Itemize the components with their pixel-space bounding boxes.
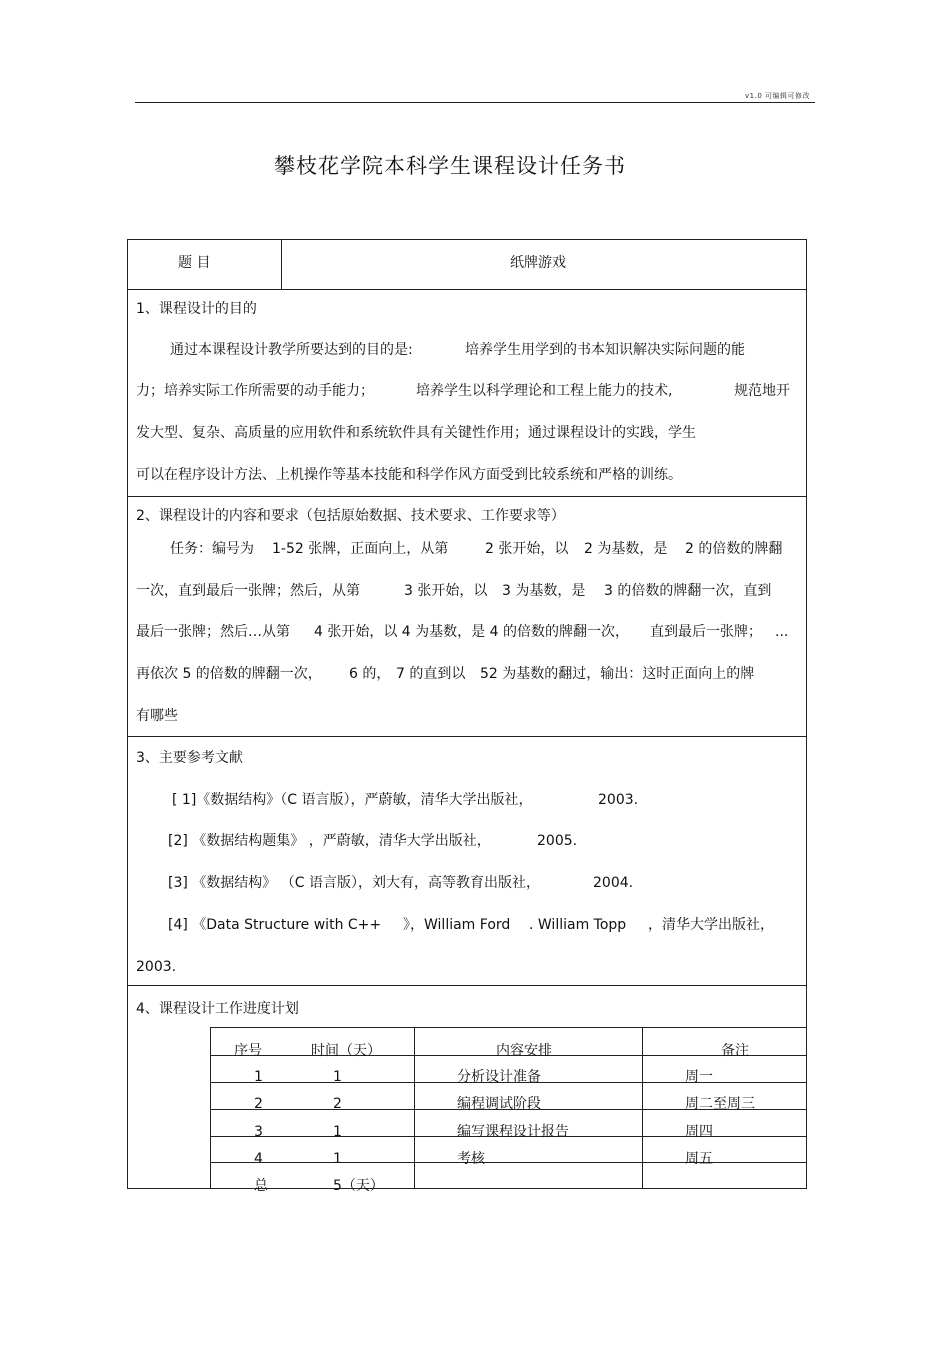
schedule-cell: 编写课程设计报告 [457,1124,569,1140]
reference-1: [ 1]《数据结构》（C 语言版），严蔚敏，清华大学出版社， [172,792,533,808]
header-version: v1.0 可编辑可修改 [745,92,810,100]
sec1-text: 培养学生用学到的书本知识解决实际问题的能 [465,342,745,358]
header-rule [135,102,815,103]
schedule-cell: 考核 [457,1151,485,1167]
row-divider [128,736,806,737]
schedule-rule [210,1027,807,1028]
schedule-cell: 分析设计准备 [457,1069,541,1085]
sec1-text: 培养学生以科学理论和工程上能力的技术, [416,383,673,399]
reference-4-continued: 2003. [136,959,177,975]
schedule-header-cell: 序号 [234,1043,262,1059]
sec2-text: 再依次 5 的倍数的牌翻一次， [136,666,322,682]
sec2-text: 直到最后一张牌； [650,624,762,640]
schedule-cell: 1 [333,1069,342,1085]
schedule-cell: 周五 [685,1151,713,1167]
task-table [127,239,807,1189]
reference-3: [3] 《数据结构》 （C 语言版），刘大有，高等教育出版社， [168,875,540,891]
sec2-text: 52 为基数的翻过，输出：这时正面向上的牌 [480,666,755,682]
topic-label: 题 目 [178,255,211,271]
reference-2: [2] 《数据结构题集》 ，严蔚敏，清华大学出版社， [168,833,491,849]
reference-4-part: . William Topp [529,917,627,933]
schedule-cell: 4 [254,1151,263,1167]
sec1-text: 通过本课程设计教学所要达到的目的是: [170,342,413,358]
reference-4-part: 》，William Ford [403,917,511,933]
schedule-cell: 周一 [685,1069,713,1085]
reference-4-part: ，清华大学出版社， [648,917,774,933]
schedule-cell: 周二至周三 [685,1096,755,1112]
sec2-text: 一次，直到最后一张牌；然后，从第 [136,583,360,599]
schedule-rule [210,1162,807,1163]
schedule-col-rule [210,1027,211,1189]
row-divider [128,985,806,986]
sec2-text: 2 的倍数的牌翻 [685,541,783,557]
schedule-cell: 2 [254,1096,263,1112]
sec2-text: 3 为基数，是 [502,583,586,599]
schedule-header-cell: 内容安排 [496,1043,552,1059]
sec2-text: 任务：编号为 [170,541,254,557]
section-4-heading: 4、课程设计工作进度计划 [136,1001,299,1017]
schedule-col-rule [414,1027,415,1189]
schedule-cell: 1 [254,1069,263,1085]
sec2-text: 1-52 张牌，正面向上，从第 [272,541,449,557]
sec1-text: 可以在程序设计方法、上机操作等基本技能和科学作风方面受到比较系统和严格的训练。 [136,467,682,483]
reference-1-year: 2003. [598,792,639,808]
schedule-col-rule [642,1027,643,1189]
sec2-text: 2 张开始，以 [485,541,569,557]
sec2-text: 3 张开始，以 [404,583,488,599]
sec2-text: 3 的倍数的牌翻一次，直到 [604,583,772,599]
schedule-cell: 1 [333,1124,342,1140]
sec2-text: 2 为基数，是 [584,541,668,557]
document-title: 攀枝花学院本科学生课程设计任务书 [274,154,626,178]
schedule-header-cell: 备注 [721,1043,749,1059]
schedule-header-cell: 时间（天） [311,1043,381,1059]
topic-divider [281,240,282,289]
sec2-text: 最后一张牌；然后…从第 [136,624,290,640]
sec2-text: 有哪些 [136,708,178,724]
section-1-heading: 1、课程设计的目的 [136,301,257,317]
sec2-text: 6 的， [349,666,391,682]
section-2-heading: 2、课程设计的内容和要求（包括原始数据、技术要求、工作要求等） [136,508,565,524]
sec1-text: 规范地开 [734,383,790,399]
topic-value: 纸牌游戏 [510,255,566,271]
sec2-text: ... [775,624,789,640]
schedule-cell: 3 [254,1124,263,1140]
sec1-text: 力；培养实际工作所需要的动手能力； [136,383,374,399]
schedule-total-label: 总 [254,1178,268,1194]
schedule-cell: 2 [333,1096,342,1112]
reference-2-year: 2005. [537,833,578,849]
sec1-text: 发大型、复杂、高质量的应用软件和系统软件具有关键性作用；通过课程设计的实践，学生 [136,425,696,441]
section-3-heading: 3、主要参考文献 [136,750,243,766]
schedule-cell: 周四 [685,1124,713,1140]
row-divider [128,496,806,497]
row-divider [128,289,806,290]
schedule-cell: 1 [333,1151,342,1167]
sec2-text: 4 张开始，以 4 为基数，是 4 的倍数的牌翻一次， [314,624,629,640]
sec2-text: 7 的直到以 [396,666,466,682]
schedule-total-value: 5（天） [333,1178,384,1194]
reference-3-year: 2004. [593,875,634,891]
schedule-cell: 编程调试阶段 [457,1096,541,1112]
reference-4: [4] 《Data Structure with C++ [168,917,382,933]
